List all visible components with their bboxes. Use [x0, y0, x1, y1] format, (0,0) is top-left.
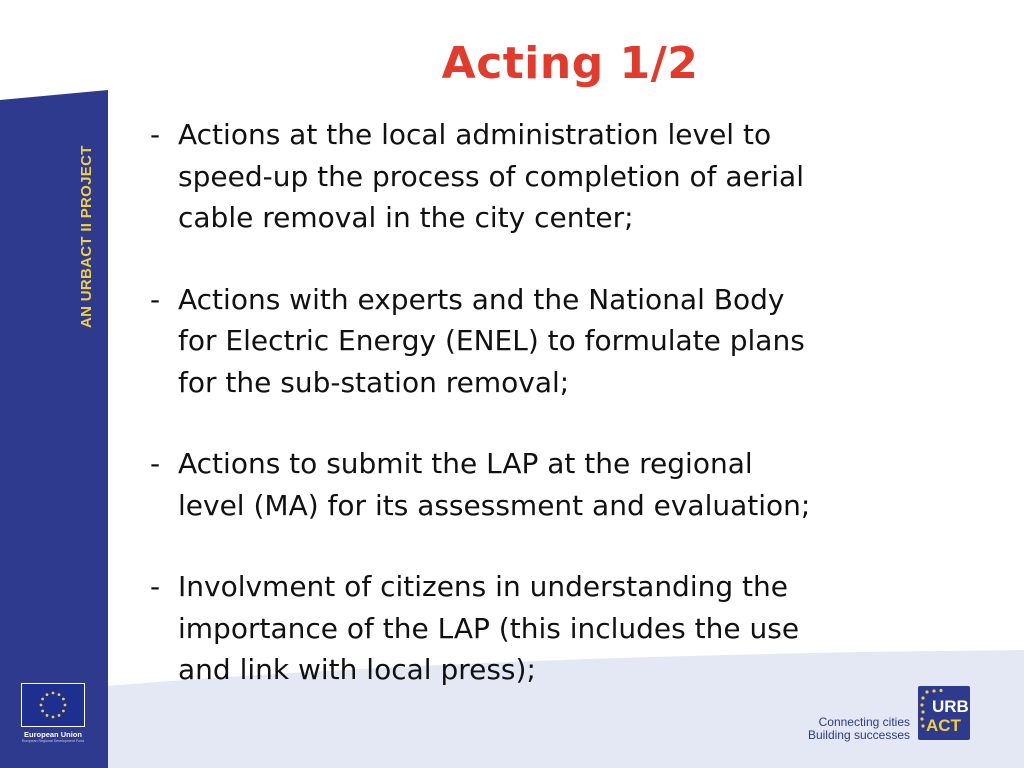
tagline-line-1: Connecting cities	[818, 715, 910, 729]
bullet-list	[150, 114, 980, 731]
bullet-item	[150, 279, 980, 404]
urbact-logo-line-1: URB	[932, 697, 969, 716]
bullet-text: Involvment of citizens in understanding the importance of the LAP (this includes the use and link with local press);	[178, 570, 800, 686]
bullet-marker: -	[150, 282, 161, 316]
bullet-item	[150, 443, 980, 526]
slide-title: Acting 1/2	[441, 38, 699, 89]
bullet-text: Actions to submit the LAP at the regional level (MA) for its assessment and evaluation;	[178, 447, 811, 522]
bullet-item	[150, 566, 980, 691]
urbact-logo-line-2: ACT	[926, 716, 961, 735]
bullet-marker: -	[150, 447, 161, 480]
eu-stars-flag-icon	[21, 683, 85, 727]
bullet-item	[150, 114, 980, 239]
eu-logo	[18, 683, 88, 743]
project-side-label: AN URBACT II PROJECT	[78, 145, 95, 328]
eu-sublabel: European Regional Development Fund	[21, 739, 85, 743]
urbact-logo	[918, 686, 970, 740]
urbact-tagline	[806, 716, 910, 742]
bullet-text: Actions at the local administration level to speed-up the process of completion of aerial cable removal in the city center;	[178, 118, 804, 234]
tagline-line-2: Building successes	[807, 728, 910, 742]
bullet-marker: -	[150, 570, 161, 603]
eu-label: European Union	[24, 730, 82, 739]
bullet-marker: -	[150, 118, 161, 151]
bullet-text: Actions with experts and the National Body for Electric Energy (ENEL) to formulate plans for the sub-station removal;	[178, 282, 805, 399]
